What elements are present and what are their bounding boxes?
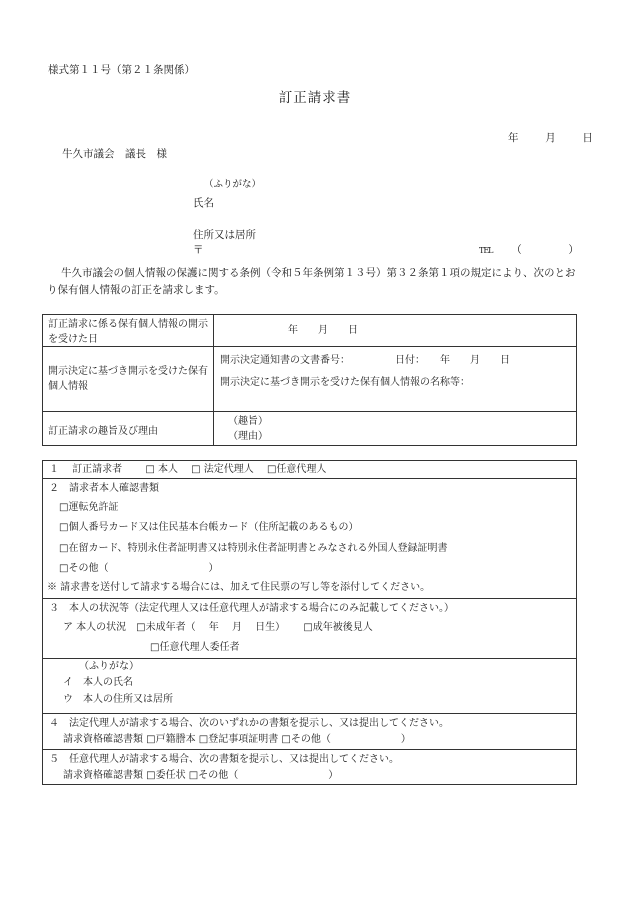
- disclosed-date-value: 年 月 日: [288, 325, 358, 336]
- page-title: 訂正請求書: [278, 90, 352, 106]
- section-1-requester-type: １ 訂正請求者 □ 本人 □ 法定代理人 □任意代理人: [49, 464, 327, 475]
- legal-agent-docs: 請求資格確認書類 □戸籍謄本 □登記事項証明書 □その他（ ）: [63, 734, 411, 745]
- table-divider: [43, 478, 576, 479]
- doc-option-other: □その他（ ）: [59, 563, 219, 574]
- table-divider: [43, 749, 576, 750]
- voluntary-agent-docs: 請求資格確認書類 □委任状 □その他（ ）: [63, 770, 339, 781]
- requester-name-label: 氏名: [193, 197, 214, 209]
- disclosed-info-name-line: 開示決定に基づき開示を受けた保有個人情報の名称等：: [220, 377, 470, 388]
- date-day-label: 日: [582, 132, 593, 144]
- principal-furigana-label: （ふりがな）: [79, 661, 139, 672]
- mailing-note: ※ 請求書を送付して請求する場合には、加えて住民票の写し等を添付してください。: [47, 582, 431, 593]
- table-divider: [213, 315, 214, 445]
- principal-status-delegator: □任意代理人委任者: [150, 642, 240, 653]
- purpose-label: （趣旨）: [228, 416, 268, 427]
- principal-address-label: ウ 本人の住所又は居所: [63, 694, 173, 705]
- principal-name-label: イ 本人の氏名: [63, 677, 133, 688]
- doc-option-residence-card: □在留カード、特別永住者証明書又は特別永住者証明書とみなされる外国人登録証明書: [59, 543, 448, 554]
- requester-address-label: 住所又は居所: [193, 229, 256, 241]
- tel-paren-open: （: [511, 244, 522, 256]
- tel-paren-close: ）: [568, 244, 579, 256]
- intro-text: 牛久市議会の個人情報の保護に関する条例（令和５年条例第１３号）第３２条第１項の規定により、次のとおり保有個人情報の訂正を請求します。: [47, 267, 576, 296]
- section-5-title: ５ 任意代理人が請求する場合、次の書類を提示し、又は提出してください。: [49, 754, 399, 765]
- disclosed-date-label: 訂正請求に係る保有個人情報の開示を受けた日: [48, 319, 208, 345]
- section-2-title: ２ 請求者本人確認書類: [49, 483, 159, 494]
- purpose-reason-label: 訂正請求の趣旨及び理由: [48, 426, 158, 437]
- tel-field: [479, 243, 579, 257]
- form-number: 様式第１１号（第２１条関係）: [48, 64, 195, 76]
- table-divider: [43, 658, 576, 659]
- postal-mark: 〒: [193, 244, 204, 256]
- table-divider: [43, 713, 576, 714]
- requester-furigana-label: （ふりがな）: [204, 179, 262, 190]
- request-date: [508, 131, 593, 145]
- tel-label: TEL: [479, 246, 493, 255]
- table-divider: [43, 598, 576, 599]
- date-year-label: 年: [508, 132, 519, 144]
- disclosure-info-table: [42, 314, 577, 446]
- section-4-title: ４ 法定代理人が請求する場合、次のいずれかの書類を提示し、又は提出してください。: [49, 718, 449, 729]
- principal-status-line: ア 本人の状況 □未成年者（ 年 月 日生） □成年被後見人: [63, 622, 373, 633]
- reason-label: （理由）: [228, 431, 268, 442]
- doc-option-my-number-card: □個人番号カード又は住民基本台帳カード（住所記載のあるもの）: [59, 522, 359, 533]
- section-3-title: ３ 本人の状況等（法定代理人又は任意代理人が請求する場合にのみ記載してください。）: [49, 603, 454, 614]
- notice-number-line: 開示決定通知書の文書番号： 日付： 年 月 日: [220, 355, 510, 366]
- requester-verification-table: [42, 460, 577, 785]
- disclosed-info-label: 開示決定に基づき開示を受けた保有個人情報: [48, 366, 208, 392]
- date-month-label: 月: [545, 132, 556, 144]
- table-divider: [43, 411, 576, 412]
- doc-option-drivers-license: □運転免許証: [59, 502, 119, 513]
- addressee: 牛久市議会 議長 様: [62, 148, 167, 160]
